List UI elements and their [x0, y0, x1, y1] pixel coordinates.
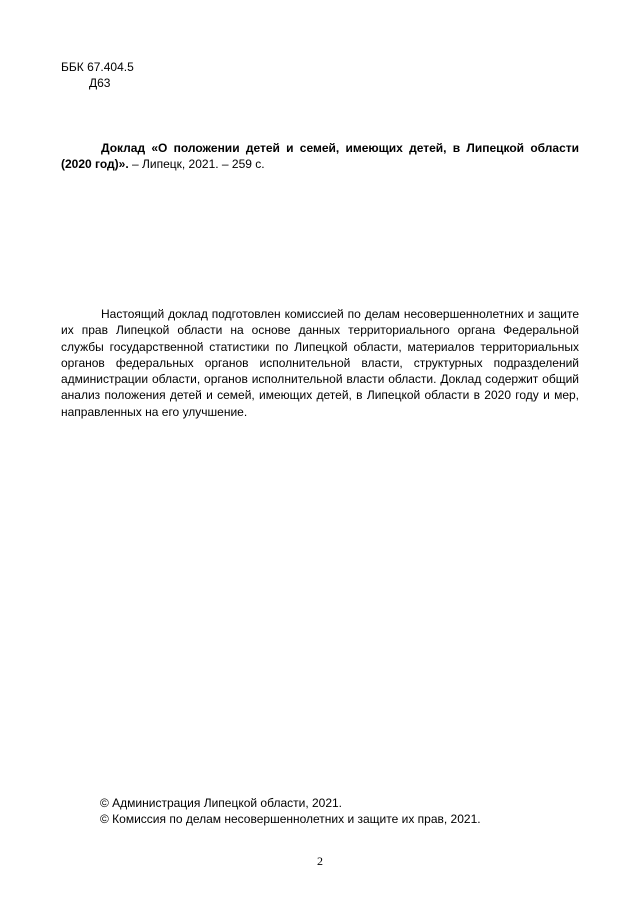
page-number: 2	[317, 854, 323, 868]
author-sign: Д63	[89, 76, 111, 90]
bbk-block	[61, 59, 261, 91]
copyright-line-administration: © Администрация Липецкой области, 2021.	[100, 796, 343, 810]
copyright-block	[100, 795, 580, 827]
citation-title: Доклад «О положении детей и семей, имеющих детей, в Липецкой области (2020 год)».	[61, 141, 579, 171]
bbk-code: ББК 67.404.5	[61, 60, 134, 74]
bibliographic-citation	[61, 140, 579, 172]
citation-imprint: – Липецк, 2021. – 259 с.	[128, 157, 265, 171]
copyright-line-commission: © Комиссия по делам несовершеннолетних и защите их прав, 2021.	[100, 812, 481, 826]
abstract-paragraph: Настоящий доклад подготовлен комиссией по делам несовершеннолетних и защите их прав Липецкой области на основе данных территориального органа Федеральной службы государственной статистики по Липецкой области, материалов территориальных органов федеральных органов исполнительной власти, структурных подразделений администрации области, органов исполнительной власти области. Доклад содержит общий анализ положения детей и семей, имеющих детей, в Липецкой области в 2020 году и мер, направленных на его улучшение.	[61, 307, 579, 419]
